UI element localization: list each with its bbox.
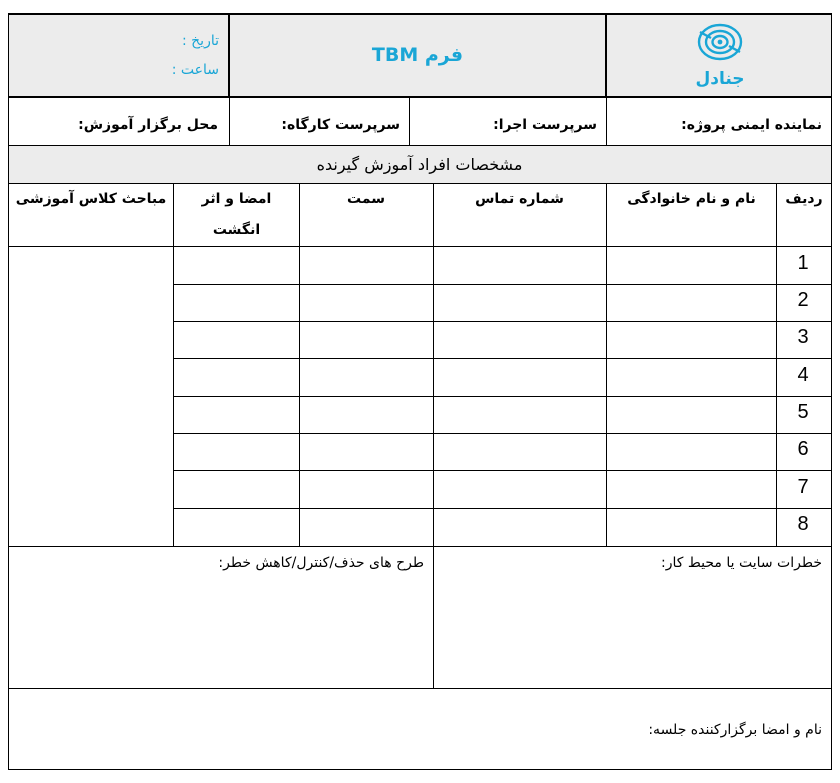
row-number: 7 — [797, 476, 809, 498]
grid-line — [8, 145, 832, 146]
training-location-label: محل برگزار آموزش: — [78, 117, 218, 133]
time-label: ساعت : — [171, 62, 219, 78]
date-label: تاریخ : — [181, 33, 219, 49]
form-title: فرم TBM — [371, 44, 464, 66]
form-title-block — [229, 14, 606, 97]
col-header-signature-line1: امضا و اثر — [201, 191, 272, 207]
row-number: 6 — [797, 438, 809, 460]
grid-line — [174, 508, 832, 509]
grid-line — [174, 284, 832, 285]
col-header-topics: مباحث کلاس آموزشی — [15, 191, 167, 207]
hazards-label: خطرات سایت یا محیط کار: — [661, 555, 822, 571]
grid-line — [605, 13, 607, 98]
grid-line — [8, 96, 832, 98]
safety-rep-label: نماینده ایمنی پروژه: — [681, 117, 822, 133]
grid-line — [433, 546, 434, 688]
grid-line — [8, 688, 832, 689]
grid-line — [433, 183, 434, 546]
row-number: 4 — [797, 364, 809, 386]
row-number: 2 — [797, 289, 809, 311]
grid-line — [229, 97, 230, 146]
grid-line — [174, 470, 832, 471]
grid-line — [606, 97, 607, 146]
grid-line — [8, 546, 832, 547]
logo-text: جنادل — [695, 69, 745, 89]
grid-line — [606, 183, 607, 546]
target-icon — [695, 22, 745, 66]
grid-line — [228, 13, 230, 98]
grid-line — [831, 13, 832, 770]
grid-line — [174, 321, 832, 322]
controls-label: طرح های حذف/کنترل/کاهش خطر: — [218, 555, 424, 571]
row-number: 8 — [797, 513, 809, 535]
logo-block — [606, 14, 831, 97]
grid-line — [174, 358, 832, 359]
grid-line — [8, 13, 9, 770]
row-number: 1 — [797, 252, 809, 274]
col-header-name: نام و نام خانوادگی — [627, 191, 756, 207]
col-header-position: سمت — [347, 191, 385, 207]
grid-line — [776, 183, 777, 546]
grid-line — [174, 433, 832, 434]
row-number: 5 — [797, 401, 809, 423]
col-header-signature-line2: انگشت — [212, 222, 261, 238]
section-title: مشخصات افراد آموزش گیرنده — [316, 155, 523, 174]
exec-supervisor-label: سرپرست اجرا: — [493, 117, 597, 133]
col-header-row: ردیف — [785, 191, 823, 207]
date-time-block — [8, 14, 229, 97]
grid-line — [174, 396, 832, 397]
grid-line — [409, 97, 410, 146]
col-header-phone: شماره تماس — [475, 191, 564, 207]
grid-line — [173, 183, 174, 546]
grid-line — [8, 13, 832, 15]
organizer-label: نام و امضا برگزارکننده جلسه: — [648, 722, 822, 738]
grid-line — [8, 769, 832, 770]
grid-line — [8, 246, 832, 247]
grid-line — [8, 183, 832, 184]
grid-line — [299, 183, 300, 546]
workshop-supervisor-label: سرپرست کارگاه: — [281, 117, 400, 133]
row-number: 3 — [797, 326, 809, 348]
